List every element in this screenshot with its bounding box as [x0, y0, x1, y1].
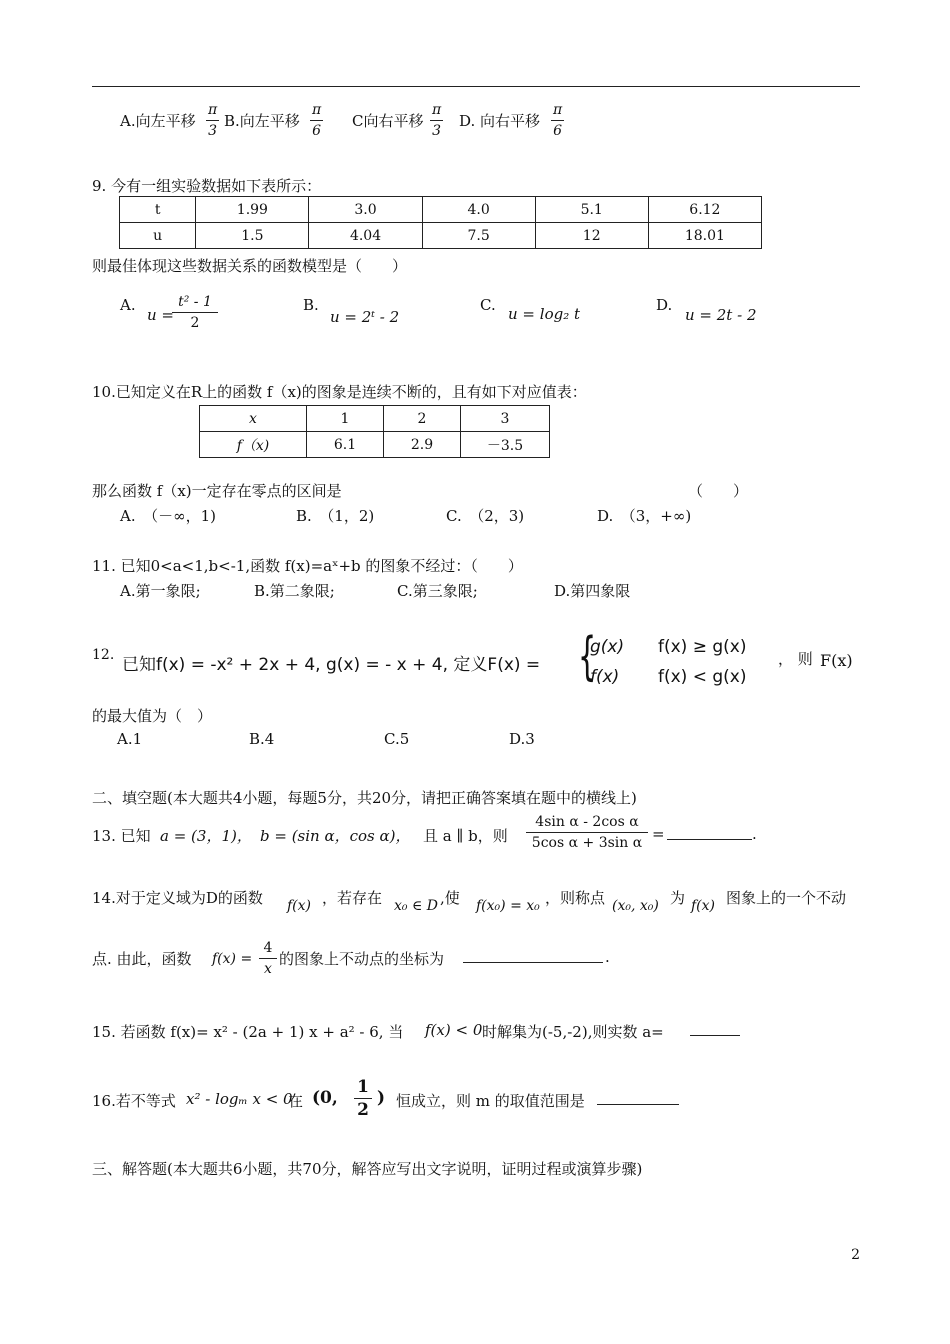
case-1-value: g(x) [590, 637, 625, 657]
fraction-d: $\frac{\pi}{6}$ [553, 102, 563, 139]
question-14-text-9: . [605, 948, 610, 966]
case-1-condition: f(x) ≥ g(x) [658, 637, 747, 657]
option-c: C向右平移 [352, 112, 424, 130]
function-fx: f(x) [287, 898, 312, 914]
section-2-heading: 二、填空题(本大题共4小题，每题5分，共20分，请把正确答案填在题中的横线上) [92, 789, 637, 807]
brace-icon: { [578, 627, 597, 687]
question-16-text-1: 16.若不等式 [92, 1092, 176, 1110]
question-14-text-5: 为 [670, 889, 686, 907]
fraction-b: $\frac{\pi}{6}$ [312, 102, 322, 139]
question-15-text-1: 15. 若函数 f(x)= x² - (2a + 1) x + a² - 6, 当 [92, 1023, 404, 1041]
table-cell: 2 [384, 406, 461, 432]
table-cell: u [120, 223, 196, 249]
question-10-ask: 那么函数 f（x)一定存在零点的区间是 [92, 482, 342, 500]
table-cell: 1.99 [196, 197, 309, 223]
question-14-text-2: ，若存在 [322, 889, 383, 907]
question-9-ask: 则最佳体现这些数据关系的函数模型是（ ） [92, 257, 408, 275]
table-cell: x [200, 406, 307, 432]
table-cell: 1 [307, 406, 384, 432]
vector-b: b = (sin α，cos α)， [260, 827, 411, 845]
fraction-a: $\frac{\pi}{3}$ [208, 102, 218, 139]
table-cell: t [120, 197, 196, 223]
question-14-text-8: 的图象上不动点的坐标为 [279, 950, 445, 968]
section-3-heading: 三、解答题(本大题共6小题，共70分，解答应写出文字说明，证明过程或演算步骤) [92, 1160, 643, 1178]
table-row [200, 432, 550, 458]
table-cell: 4.04 [309, 223, 422, 249]
inequality: f(x) < 0 [425, 1021, 483, 1039]
question-12-tail: ， 则 [778, 650, 813, 668]
option-a: A. （－∞，1) [120, 507, 216, 525]
interval-open: (0, [312, 1088, 338, 1108]
option-b: B.向左平移 [224, 112, 300, 130]
table-cell: 18.01 [648, 223, 761, 249]
option-c: C. （2，3) [446, 507, 525, 525]
table-cell: 6.1 [307, 432, 384, 458]
option-b: B.4 [249, 730, 275, 748]
option-a: A.第一象限; [120, 582, 201, 600]
table-cell: 5.1 [535, 197, 648, 223]
option-d: D.第四象限 [554, 582, 631, 600]
question-10-stem: 10.已知定义在R上的函数 f（x)的图象是连续不断的，且有如下对应值表： [92, 383, 587, 401]
option-b: B. （1，2) [296, 507, 375, 525]
table-cell: 7.5 [422, 223, 535, 249]
option-b-expr: u = 2ᵗ - 2 [330, 308, 400, 326]
question-12-number: 12. [92, 647, 115, 663]
option-c: C.第三象限; [397, 582, 478, 600]
function-fx: f(x) [691, 898, 716, 914]
question-14-text-7: 点. 由此，函数 [92, 950, 192, 968]
table-cell: 3.0 [309, 197, 422, 223]
table-cell: 3 [461, 406, 550, 432]
table-row [120, 223, 762, 249]
answer-blank [667, 825, 752, 844]
question-14-text-1: 14.对于定义域为D的函数 [92, 889, 263, 907]
question-13-condition: 且 a ∥ b，则 [423, 827, 508, 845]
option-d: D. （3，+∞) [597, 507, 692, 525]
question-13-fraction: $\frac{\text{4sin α - 2cos α}}{\text{5cos α + 3sin α}}$ [526, 812, 648, 853]
option-b: B.第二象限; [254, 582, 335, 600]
equals-sign: = [652, 825, 665, 843]
answer-blank [597, 1090, 679, 1109]
option-a: A.1 [117, 730, 143, 748]
question-11-stem: 11. 已知0<a<1,b<-1,函数 f(x)=aˣ+b 的图象不经过：（ ） [92, 557, 523, 575]
option-a: A.向左平移 [120, 112, 196, 130]
point-x0: (x₀, x₀) [612, 898, 659, 914]
interval-close: ) [377, 1088, 386, 1108]
question-16-text-2: 在 [288, 1092, 304, 1110]
question-15-text-2: 时解集为(-5,-2),则实数 a= [482, 1023, 664, 1041]
question-14-text-6: 图象上的一个不动 [726, 889, 847, 907]
function-definition: f(x) = [212, 951, 253, 967]
function-fraction: $\frac{4}{x}$ [259, 938, 277, 979]
question-10-table [199, 405, 550, 458]
option-d-expr: u = 2t - 2 [685, 306, 757, 324]
header-rule [92, 86, 860, 87]
question-14-text-3: ,使 [440, 889, 460, 907]
table-cell: 6.12 [648, 197, 761, 223]
case-2-value: f(x) [590, 667, 620, 687]
function-fx: F(x) [820, 651, 853, 670]
period: . [752, 825, 757, 843]
option-d-label: D. [656, 296, 673, 314]
question-12-ask: 的最大值为（ ） [92, 707, 213, 725]
option-c: C.5 [384, 730, 410, 748]
option-d: D.3 [509, 730, 535, 748]
answer-parentheses: （ ） [688, 482, 749, 500]
question-9-table [119, 196, 762, 249]
table-cell: －3.5 [461, 432, 550, 458]
fixed-point-condition: f(x₀) = x₀ [476, 898, 540, 914]
vector-a: a = (3，1)， [160, 827, 252, 845]
option-a-label: A. [120, 296, 136, 314]
option-a-lhs: u = [147, 306, 174, 324]
page-number: 2 [851, 1247, 860, 1263]
table-row [200, 406, 550, 432]
option-b-label: B. [303, 296, 319, 314]
table-cell: 2.9 [384, 432, 461, 458]
case-2-condition: f(x) < g(x) [658, 667, 747, 687]
question-16-text-3: 恒成立，则 m 的取值范围是 [396, 1092, 585, 1110]
option-c-expr: u = log₂ t [508, 305, 581, 323]
question-14-text-4: ，则称点 [545, 889, 606, 907]
option-c-label: C. [480, 296, 496, 314]
answer-blank [690, 1021, 740, 1040]
option-d: D. 向右平移 [459, 112, 541, 130]
question-13-prefix: 13. 已知 [92, 827, 151, 845]
fraction-c: $\frac{\pi}{3}$ [432, 102, 442, 139]
question-12-stem: 已知f(x) = -x² + 2x + 4, g(x) = - x + 4, 定义F(x) = [122, 655, 541, 675]
question-9-stem: 9. 今有一组实验数据如下表所示： [92, 177, 322, 195]
inequality: x² - logₘ x < 0 [186, 1090, 293, 1108]
table-cell: f（x) [200, 432, 307, 458]
interval-fraction: $\frac{1}{2}$ [354, 1076, 372, 1121]
x0-in-domain: x₀ ∈ D [394, 898, 438, 914]
answer-blank [463, 948, 603, 967]
table-cell: 1.5 [196, 223, 309, 249]
option-a-fraction: $\frac{\text{t² - 1}}{2}$ [172, 292, 218, 333]
table-cell: 4.0 [422, 197, 535, 223]
table-cell: 12 [535, 223, 648, 249]
table-row [120, 197, 762, 223]
